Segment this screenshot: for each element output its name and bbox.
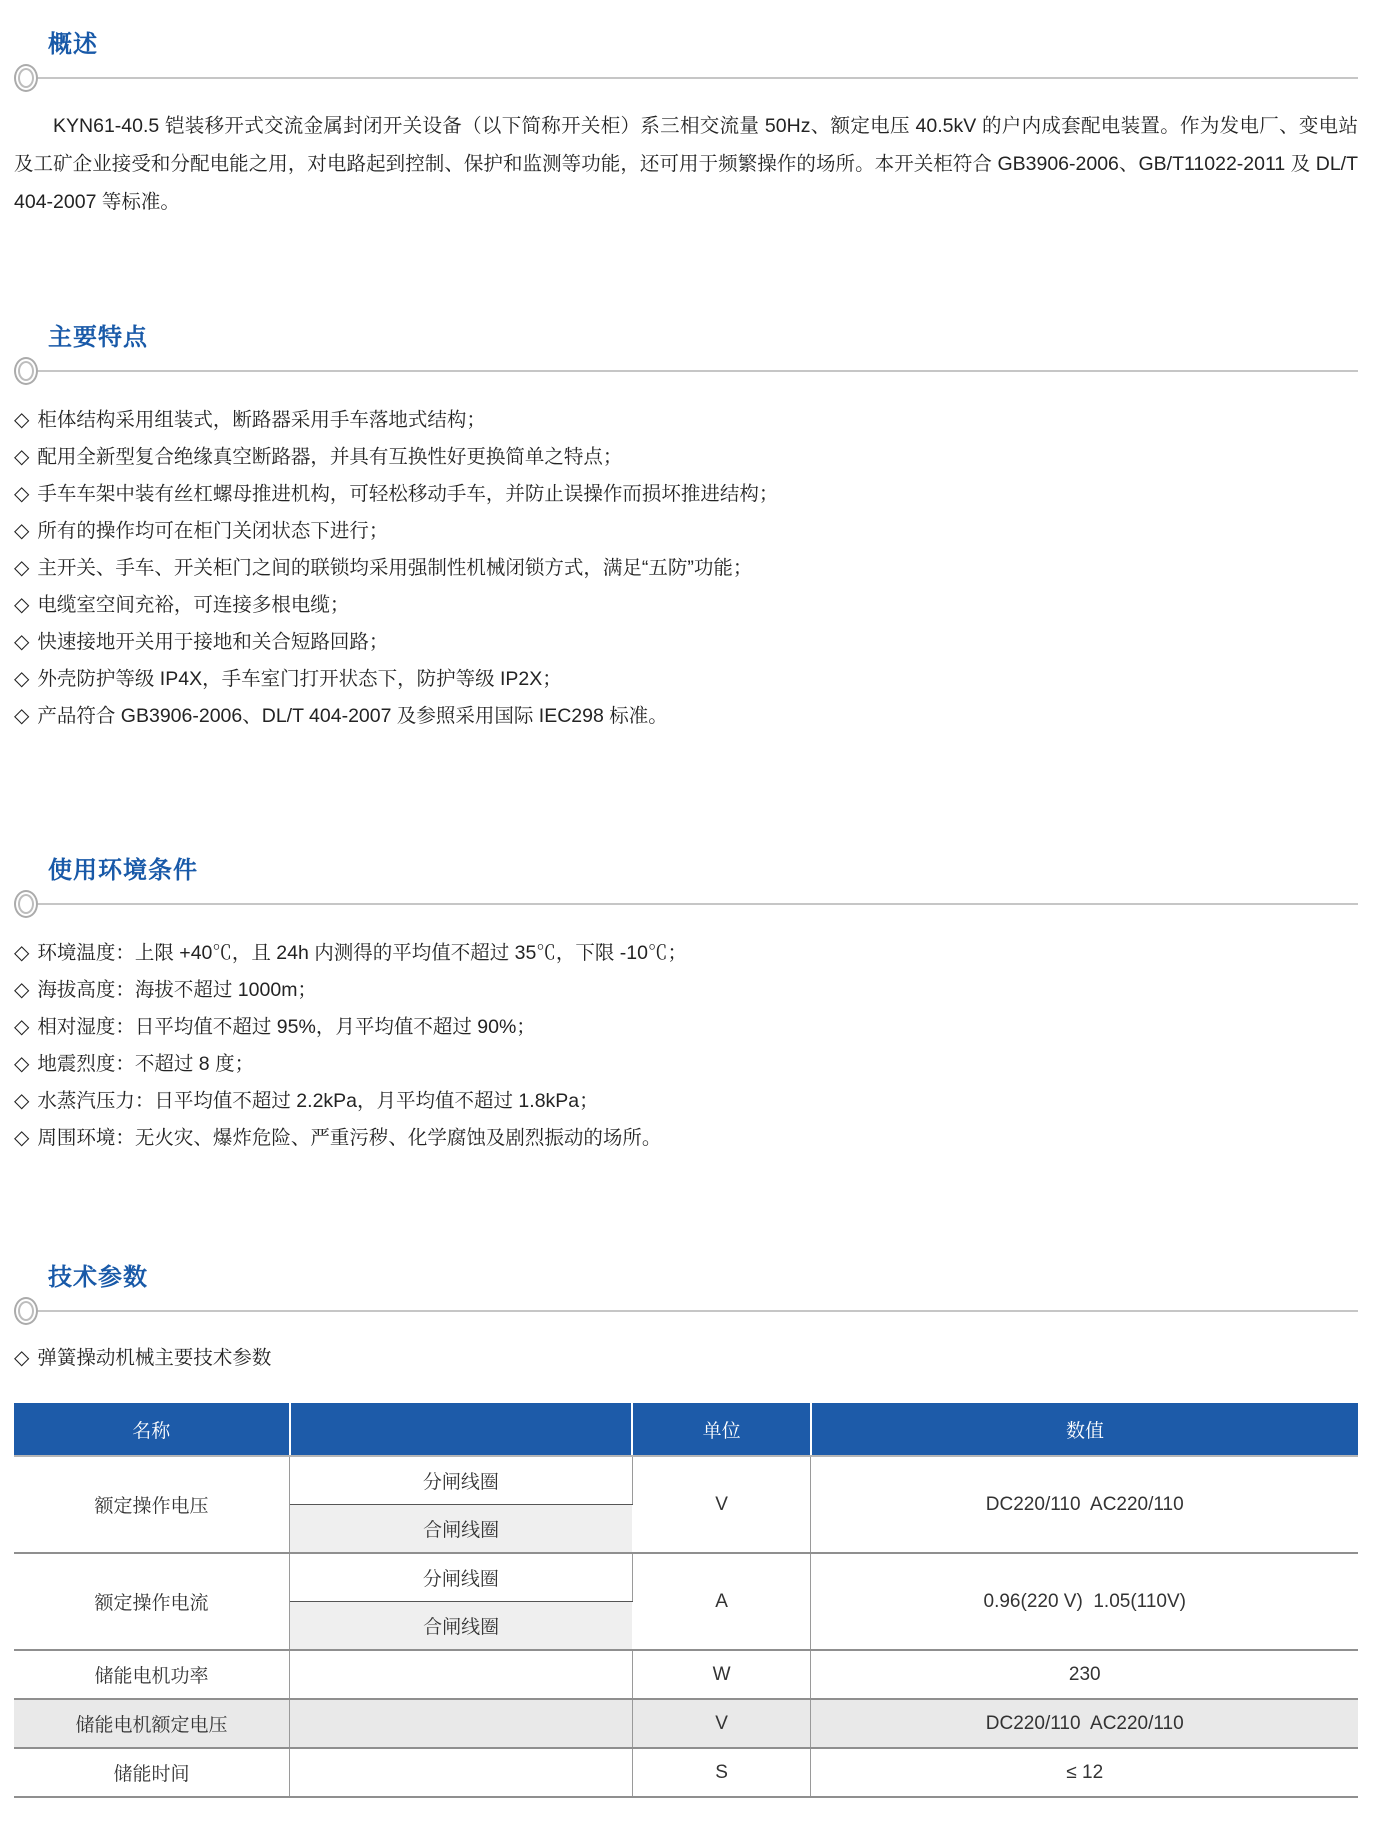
table-header-name: 名称 xyxy=(14,1403,290,1456)
diamond-bullet-icon: ◇ xyxy=(14,520,30,542)
diamond-bullet-icon: ◇ xyxy=(14,942,30,964)
ring-icon xyxy=(14,890,38,918)
ring-icon xyxy=(14,64,38,92)
name-cell: 储能电机额定电压 xyxy=(14,1699,290,1748)
diamond-bullet-icon: ◇ xyxy=(14,705,30,727)
subrow-cell: 合闸线圈 xyxy=(290,1602,633,1651)
section-title-environment: 使用环境条件 xyxy=(48,857,198,884)
bullet-item xyxy=(14,513,1358,550)
bullet-item xyxy=(14,624,1358,661)
bullet-text: 手车车架中装有丝杠螺母推进机构，可轻松移动手车，并防止误操作而损坏推进结构； xyxy=(37,483,779,505)
diamond-bullet-icon: ◇ xyxy=(14,594,30,616)
parameters-intro xyxy=(14,1340,1358,1377)
table-row xyxy=(14,1748,1358,1797)
diamond-bullet-icon: ◇ xyxy=(14,1347,30,1369)
table-row xyxy=(14,1456,1358,1505)
table-header-value: 数值 xyxy=(811,1403,1358,1456)
section-overview xyxy=(14,0,1358,221)
divider-line xyxy=(36,903,1358,905)
unit-cell: W xyxy=(632,1650,811,1699)
subrow-cell: 分闸线圈 xyxy=(290,1553,633,1602)
bullet-item xyxy=(14,1083,1358,1120)
value-cell: 230 xyxy=(811,1650,1358,1699)
feature-list xyxy=(14,402,1358,735)
value-cell: DC220/110 AC220/110 xyxy=(811,1456,1358,1553)
unit-cell: V xyxy=(632,1456,811,1553)
table-header-row xyxy=(14,1403,1358,1456)
diamond-bullet-icon: ◇ xyxy=(14,1016,30,1038)
divider-line xyxy=(36,370,1358,372)
bullet-text: 主开关、手车、开关柜门之间的联锁均采用强制性机械闭锁方式，满足“五防”功能； xyxy=(37,557,753,579)
section-divider xyxy=(14,356,1358,386)
table-header-sub xyxy=(290,1403,633,1456)
diamond-bullet-icon: ◇ xyxy=(14,1090,30,1112)
bullet-text: 环境温度：上限 +40℃，且 24h 内测得的平均值不超过 35℃，下限 -10℃； xyxy=(37,942,687,964)
name-cell: 储能电机功率 xyxy=(14,1650,290,1699)
diamond-bullet-icon: ◇ xyxy=(14,1053,30,1075)
table-row xyxy=(14,1699,1358,1748)
bullet-text: 海拔高度：海拔不超过 1000m； xyxy=(37,979,317,1001)
name-cell: 额定操作电压 xyxy=(14,1456,290,1553)
table-row xyxy=(14,1650,1358,1699)
bullet-item xyxy=(14,972,1358,1009)
bullet-text: 配用全新型复合绝缘真空断路器，并具有互换性好更换简单之特点； xyxy=(37,446,623,468)
bullet-text: 外壳防护等级 IP4X，手车室门打开状态下，防护等级 IP2X； xyxy=(37,668,562,690)
section-title-features: 主要特点 xyxy=(48,324,148,351)
ring-icon xyxy=(14,1297,38,1325)
subrow-cell xyxy=(290,1650,633,1699)
name-cell: 额定操作电流 xyxy=(14,1553,290,1650)
bullet-item xyxy=(14,698,1358,735)
value-cell: DC220/110 AC220/110 xyxy=(811,1699,1358,1748)
diamond-bullet-icon: ◇ xyxy=(14,631,30,653)
bullet-item xyxy=(14,1340,1358,1377)
bullet-text: 弹簧操动机械主要技术参数 xyxy=(37,1347,272,1369)
unit-cell: A xyxy=(632,1553,811,1650)
bullet-text: 电缆室空间充裕，可连接多根电缆； xyxy=(37,594,350,616)
bullet-text: 快速接地开关用于接地和关合短路回路； xyxy=(37,631,389,653)
bullet-item xyxy=(14,1120,1358,1157)
subrow-cell: 合闸线圈 xyxy=(290,1505,633,1554)
diamond-bullet-icon: ◇ xyxy=(14,446,30,468)
diamond-bullet-icon: ◇ xyxy=(14,668,30,690)
bullet-text: 柜体结构采用组装式，断路器采用手车落地式结构； xyxy=(37,409,486,431)
section-divider xyxy=(14,63,1358,93)
bullet-item xyxy=(14,439,1358,476)
bullet-text: 地震烈度：不超过 8 度； xyxy=(37,1053,255,1075)
section-environment xyxy=(14,850,1358,1157)
overview-paragraph: KYN61-40.5 铠装移开式交流金属封闭开关设备（以下简称开关柜）系三相交流量 50Hz、额定电压 40.5kV 的户内成套配电装置。作为发电厂、变电站及工矿企业接受和分配电能之用，对电路起到控制、保护和监测等功能，还可用于频繁操作的场所。本开关柜符合 GB3906-2006、GB/T11022-2011 及 DL/T 404-2007 等标准。 xyxy=(14,115,1358,213)
bullet-item xyxy=(14,587,1358,624)
divider-line xyxy=(36,77,1358,79)
divider-line xyxy=(36,1310,1358,1312)
bullet-item xyxy=(14,476,1358,513)
diamond-bullet-icon: ◇ xyxy=(14,409,30,431)
section-features xyxy=(14,317,1358,735)
section-title-parameters: 技术参数 xyxy=(48,1264,148,1291)
bullet-item xyxy=(14,1046,1358,1083)
bullet-item xyxy=(14,661,1358,698)
subrow-cell xyxy=(290,1748,633,1797)
bullet-text: 水蒸汽压力：日平均值不超过 2.2kPa，月平均值不超过 1.8kPa； xyxy=(37,1090,599,1112)
section-divider xyxy=(14,1296,1358,1326)
value-cell: 0.96(220 V) 1.05(110V) xyxy=(811,1553,1358,1650)
name-cell: 储能时间 xyxy=(14,1748,290,1797)
section-parameters xyxy=(14,1257,1358,1798)
bullet-item xyxy=(14,935,1358,972)
table-row xyxy=(14,1553,1358,1602)
diamond-bullet-icon: ◇ xyxy=(14,1127,30,1149)
table-header-unit: 单位 xyxy=(632,1403,811,1456)
environment-list xyxy=(14,935,1358,1157)
section-divider xyxy=(14,889,1358,919)
ring-icon xyxy=(14,357,38,385)
section-title-overview: 概述 xyxy=(48,31,98,58)
value-cell: ≤ 12 xyxy=(811,1748,1358,1797)
bullet-text: 周围环境：无火灾、爆炸危险、严重污秽、化学腐蚀及剧烈振动的场所。 xyxy=(37,1127,662,1149)
unit-cell: V xyxy=(632,1699,811,1748)
bullet-text: 所有的操作均可在柜门关闭状态下进行； xyxy=(37,520,389,542)
diamond-bullet-icon: ◇ xyxy=(14,557,30,579)
bullet-text: 产品符合 GB3906-2006、DL/T 404-2007 及参照采用国际 IEC298 标准。 xyxy=(37,705,668,727)
bullet-text: 相对湿度：日平均值不超过 95%，月平均值不超过 90%； xyxy=(37,1016,536,1038)
subrow-cell xyxy=(290,1699,633,1748)
bullet-item xyxy=(14,550,1358,587)
bullet-item xyxy=(14,402,1358,439)
diamond-bullet-icon: ◇ xyxy=(14,483,30,505)
unit-cell: S xyxy=(632,1748,811,1797)
diamond-bullet-icon: ◇ xyxy=(14,979,30,1001)
parameters-table xyxy=(14,1403,1358,1798)
subrow-cell: 分闸线圈 xyxy=(290,1456,633,1505)
bullet-item xyxy=(14,1009,1358,1046)
